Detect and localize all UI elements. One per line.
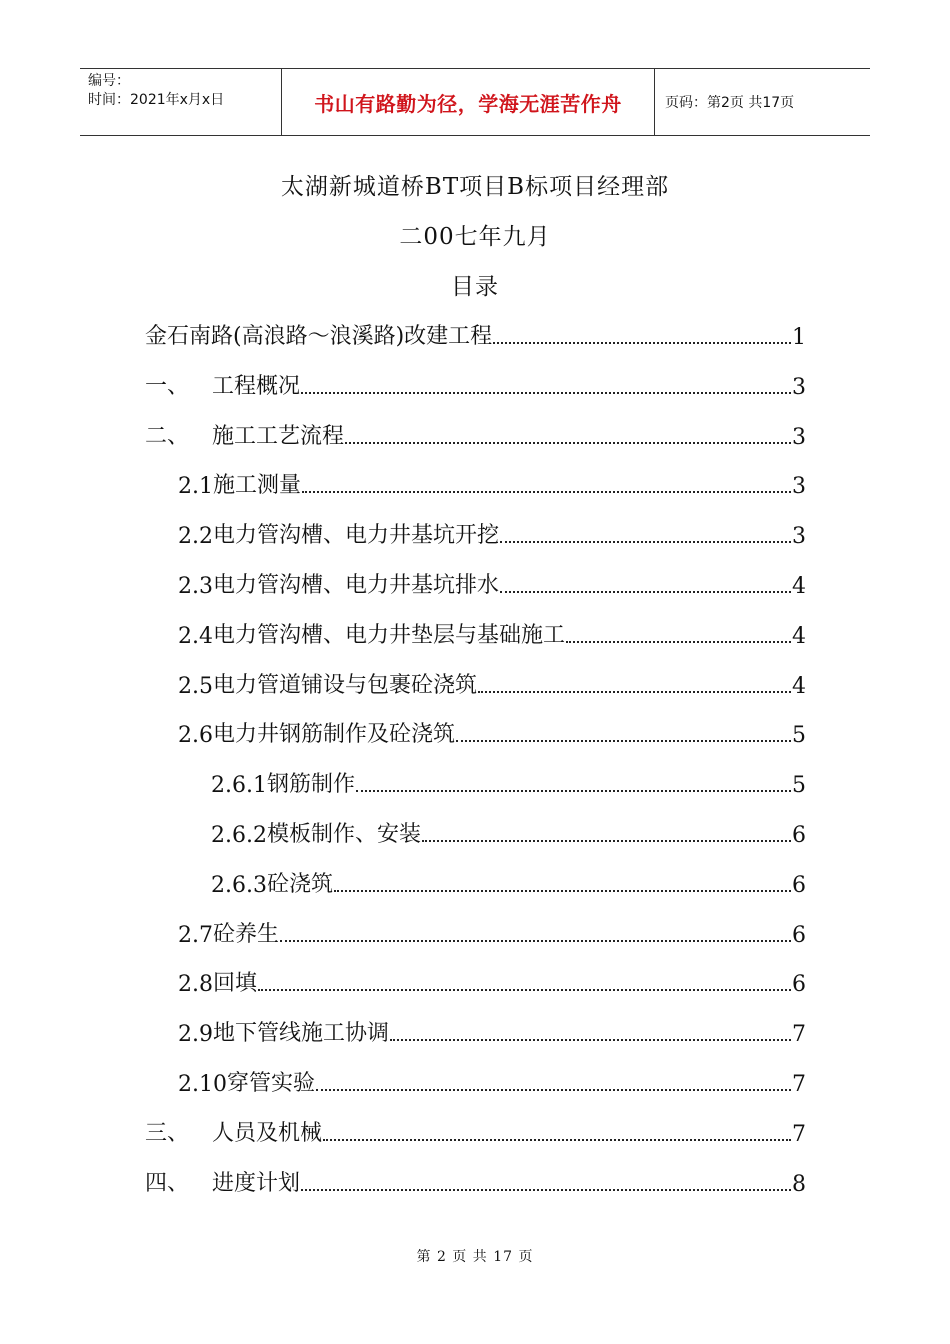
toc-leader-dots: [302, 490, 791, 493]
toc-entry-title: 金石南路(高浪路～浪溪路)改建工程: [145, 324, 493, 349]
toc-entry[interactable]: [178, 609, 806, 649]
toc-entry-title: 工程概况: [212, 373, 301, 399]
toc-entry-number: 2.6.2: [211, 823, 267, 848]
toc-entry-title: 砼浇筑: [266, 871, 333, 897]
toc-entry-page: 3: [792, 524, 806, 550]
toc-entry-page: 5: [792, 773, 806, 799]
header-page-cell: [655, 69, 870, 135]
toc-leader-dots: [258, 988, 791, 991]
toc-entry[interactable]: [145, 1157, 806, 1197]
toc-entry-page: 6: [792, 872, 806, 898]
toc-entry-title: 进度计划: [212, 1170, 301, 1196]
toc-entry-page: 7: [792, 1022, 806, 1048]
toc-leader-dots: [323, 1138, 791, 1141]
toc-entry-title: 电力井钢筋制作及砼浇筑: [213, 722, 456, 748]
toc-entry-number: 2.7: [178, 922, 213, 948]
header-motto-cell: [282, 69, 655, 135]
toc-entry-title: 砼养生: [213, 921, 280, 947]
toc-leader-dots: [456, 739, 791, 742]
toc-entry-page: 5: [792, 723, 806, 749]
toc-entry-number: 2.3: [178, 574, 213, 599]
motto-text: 书山有路勤为径，学海无涯苦作舟: [314, 91, 622, 116]
toc-entry[interactable]: [211, 758, 806, 798]
toc-leader-dots: [280, 939, 791, 942]
toc-entry[interactable]: [178, 659, 806, 699]
toc-entry-number: 2.2: [178, 524, 213, 550]
toc-leader-dots: [500, 540, 791, 543]
toc-entry[interactable]: [211, 808, 806, 848]
date-label: 时间：2021年x月x日: [88, 92, 225, 108]
toc-leader-dots: [334, 889, 791, 892]
toc-leader-dots: [301, 391, 791, 394]
toc-entry-number: 2.5: [178, 673, 213, 699]
toc-entry-number: 四、: [145, 1170, 190, 1196]
toc-entry[interactable]: [178, 1007, 806, 1047]
toc-leader-dots: [500, 590, 791, 593]
toc-leader-dots: [390, 1038, 791, 1041]
toc-entry[interactable]: [178, 957, 806, 997]
org-title: 太湖新城道桥BT项目B标项目经理部: [280, 174, 670, 200]
page-info: 页码：第2页 共17页: [665, 95, 795, 111]
toc-entry-title: 地下管线施工协调: [213, 1021, 390, 1047]
toc-entry-number: 2.10: [178, 1072, 227, 1097]
toc-entry-title: 电力管道铺设与包裹砼浇筑: [213, 672, 478, 698]
toc-entry-title: 回填: [213, 971, 258, 997]
toc-entry[interactable]: [178, 559, 806, 599]
toc-leader-dots: [316, 1088, 791, 1091]
toc-leader-dots: [422, 839, 791, 842]
toc-entry-page: 6: [792, 823, 806, 848]
page-footer: 第 2 页 共 17 页: [416, 1249, 534, 1265]
toc-entry[interactable]: [178, 708, 806, 748]
toc-leader-dots: [356, 789, 791, 792]
toc-entry[interactable]: [145, 410, 806, 450]
toc-leader-dots: [478, 690, 791, 693]
toc-entry-page: 4: [792, 673, 806, 699]
toc-entry-page: 3: [792, 424, 806, 450]
toc-entry-page: 7: [792, 1072, 806, 1097]
toc-entry-page: 3: [792, 374, 806, 400]
toc-entry-title: 电力管沟槽、电力井基坑开挖: [213, 523, 500, 549]
toc-entry-page: 6: [792, 922, 806, 948]
toc-leader-dots: [566, 640, 791, 643]
toc-entry[interactable]: [145, 360, 806, 400]
toc-leader-dots: [301, 1188, 791, 1191]
toc-entry[interactable]: [178, 459, 806, 499]
toc-entry-title: 人员及机械: [212, 1120, 323, 1146]
toc-entry[interactable]: [178, 1057, 806, 1097]
code-label: 编号：: [88, 73, 130, 89]
toc-entry-title: 钢筋制作: [266, 772, 355, 798]
toc-entry-title: 电力管沟槽、电力井垫层与基础施工: [213, 622, 566, 648]
toc-entry-number: 二、: [145, 423, 190, 449]
toc-entry-number: 2.8: [178, 972, 213, 998]
toc-leader-dots: [345, 441, 791, 444]
toc-entry-number: 一、: [145, 373, 190, 399]
toc-leader-dots: [493, 341, 791, 344]
toc-entry-number: 2.6.3: [211, 872, 267, 898]
toc-entry-page: 6: [792, 972, 806, 998]
toc-entry-title: 穿管实验: [226, 1071, 315, 1096]
toc-entry-page: 7: [792, 1121, 806, 1147]
toc-entry-page: 4: [792, 623, 806, 649]
toc-entry-title: 模板制作、安装: [266, 822, 421, 847]
toc-entry-number: 2.9: [178, 1022, 213, 1048]
toc-entry-page: 4: [792, 574, 806, 599]
header-left-cell: [80, 69, 282, 135]
toc-entry-page: 3: [792, 474, 806, 500]
toc-entry-number: 2.6: [178, 723, 213, 749]
toc-entry-title: 施工工艺流程: [212, 423, 345, 449]
toc-entry[interactable]: [211, 858, 806, 898]
toc-entry-number: 2.6.1: [211, 773, 267, 799]
toc-entry-title: 电力管沟槽、电力井基坑排水: [213, 573, 500, 598]
toc-entry[interactable]: [145, 1107, 806, 1147]
header-table: [80, 68, 870, 136]
toc-entry[interactable]: [145, 310, 806, 350]
date-title: 二00七年九月: [399, 224, 551, 250]
toc-entry-number: 2.1: [178, 474, 213, 500]
toc-entry-number: 三、: [145, 1120, 190, 1146]
toc-entry-number: 2.4: [178, 623, 213, 649]
toc-entry-title: 施工测量: [213, 473, 302, 499]
toc-entry-page: 8: [792, 1171, 806, 1197]
toc-entry[interactable]: [178, 509, 806, 549]
toc-heading: 目录: [451, 274, 499, 300]
toc-entry[interactable]: [178, 908, 806, 948]
toc-entry-page: 1: [792, 325, 806, 350]
